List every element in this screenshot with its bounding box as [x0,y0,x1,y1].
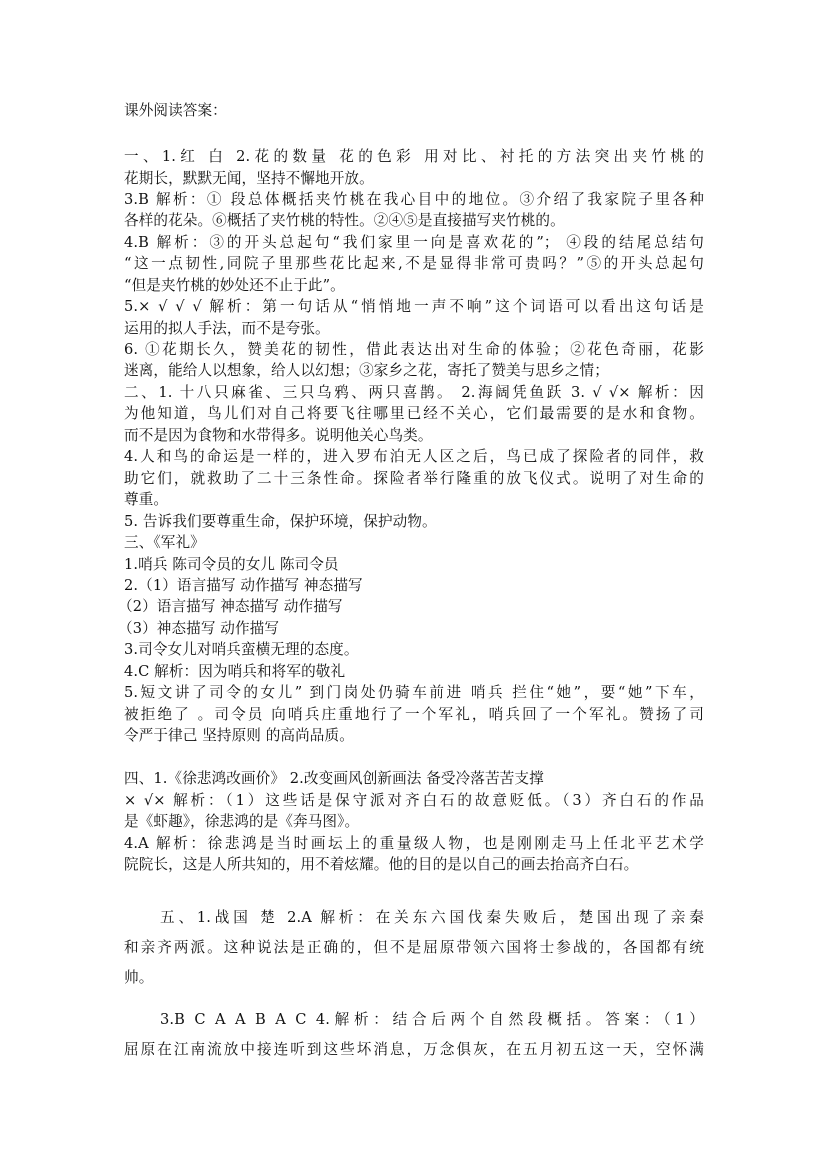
section-heading: 四、1.《徐悲鸿改画价》 2.改变画风创新画法 备受冷落苦苦支撑 [124,770,544,787]
text-line: 屈原在江南流放中接连听到这些坏消息，万念俱灰，在五月初五这一天，空怀满 [124,1041,704,1058]
text-line: 二、1. 十八只麻雀、三只乌鸦、两只喜鹊。 2.海阔凭鱼跃 3. √ √× 解析：因 [124,384,704,401]
text-line: 院院长，这是人所共知的，用不着炫耀。他的目的是以自己的画去抬高齐白石。 [124,856,639,873]
text-line: 6. ①花期长久，赞美花的韧性，借此表达出对生命的体验；②花色奇丽，花影 [124,341,704,358]
text-line: “但是夹竹桃的妙处还不止于此”。 [124,277,345,294]
text-line: “这一点韧性,同院子里那些花比起来,不是显得非常可贵吗？”⑤的开头总起句 [124,255,704,272]
text-line: 迷离，能给人以想象，给人以幻想；③家乡之花，寄托了赞美与思乡之情； [124,362,609,379]
text-line: 为他知道，鸟儿们对自己将要飞往哪里已经不关心，它们最需要的是水和食物。 [124,405,704,422]
text-line: 和亲齐两派。这种说法是正确的，但不是屈原带领六国将士参战的，各国都有统 [124,939,704,956]
doc-title: 课外阅读答案： [124,102,227,119]
text-line: 一、1.红 白 2.花的数量 花的色彩 用对比、衬托的方法突出夹竹桃的 [124,148,704,165]
text-line: 令严于律己 坚持原则 的高尚品质。 [124,727,354,744]
text-line: 2.（1）语言描写 动作描写 神态描写 [124,577,363,594]
text-line: 尊重。 [124,491,169,508]
text-line: × √× 解析：（1）这些话是保守派对齐白石的故意贬低。（3）齐白石的作品 [124,792,704,809]
text-line: 3.B 解析：① 段总体概括夹竹桃在我心目中的地位。③介绍了我家院子里各种 [124,191,704,208]
text-line: 4.C 解析：因为哨兵和将军的敬礼 [124,663,346,680]
text-line: 3.B C A A B A C 4.解析：结合后两个自然段概括。答案：（1） [160,1011,704,1028]
text-line: 是《虾趣》，徐悲鸿的是《奔马图》。 [124,813,360,830]
text-line: 运用的拟人手法，而不是夸张。 [124,320,330,337]
section-heading: 三、《军礼》 [124,534,205,551]
text-line: 4.人和鸟的命运是一样的，进入罗布泊无人区之后，鸟已成了探险者的同伴，救 [124,448,704,465]
text-line: 帅。 [124,969,154,986]
text-line: （2）语言描写 神态描写 动作描写 [118,598,343,615]
text-line: 各样的花朵。⑥概括了夹竹桃的特性。②④⑤是直接描写夹竹桃的。 [124,212,565,229]
text-line: 花期长，默默无闻，坚持不懈地开放。 [124,170,374,187]
text-line: 4.B 解析：③的开头总起句“我们家里一向是喜欢花的”； ④段的结尾总结句 [124,234,704,251]
text-line: （3）神态描写 动作描写 [118,620,280,637]
text-line: 被拒绝了 。司令员 向哨兵庄重地行了一个军礼，哨兵回了一个军礼。赞扬了司 [124,706,704,723]
text-line: 5.短文讲了司令的女儿” 到门岗处仍骑车前进 哨兵 拦住“她”，要“她”下车， [124,684,704,701]
text-line: 1.哨兵 陈司令员的女儿 陈司令员 [124,556,339,573]
text-line: 而不是因为食物和水带得多。说明他关心鸟类。 [124,427,433,444]
text-line: 4.A 解析：徐悲鸿是当时画坛上的重量级人物，也是刚刚走马上任北平艺术学 [124,835,704,852]
text-line: 助它们，就救助了二十三条性命。探险者举行隆重的放飞仪式。说明了对生命的 [124,470,704,487]
text-line: 3.司令女儿对哨兵蛮横无理的态度。 [124,641,359,658]
text-line: 5.× √ √ √ 解析：第一句话从“悄悄地一声不响”这个词语可以看出这句话是 [124,298,704,315]
section-heading: 五、1.战国 楚 2.A 解析：在关东六国伐秦失败后，楚国出现了亲秦 [160,909,704,926]
text-line: 5. 告诉我们要尊重生命，保护环境，保护动物。 [124,513,437,530]
